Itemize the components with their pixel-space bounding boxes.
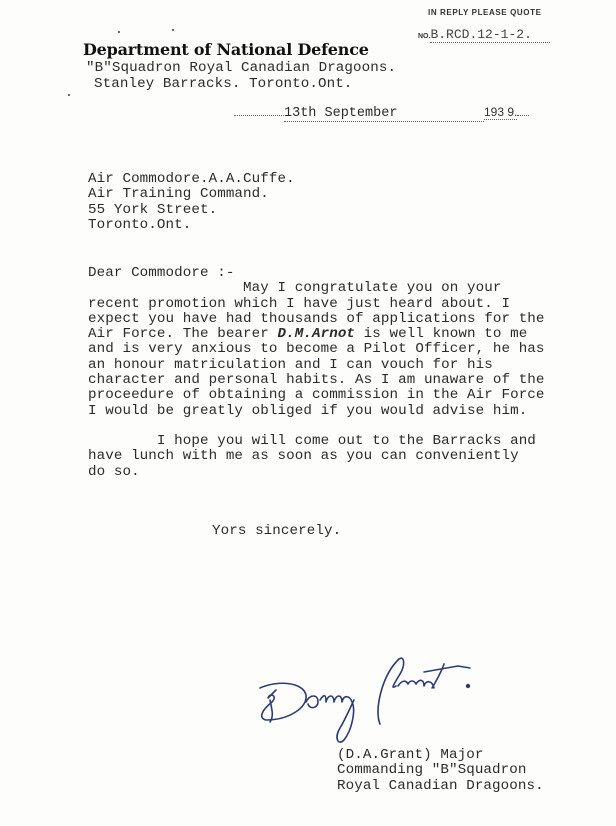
recipient-org: Air Training Command. [88,186,269,203]
bearer-name: D.M.Arnot [277,326,356,343]
closing: Yors sincerely. [212,523,342,539]
body-line [88,327,545,342]
body-line: character and personal habits. As I am unaware of the [88,372,545,389]
recipient-street: 55 York Street. [88,201,218,218]
reply-label: IN REPLY PLEASE QUOTE [428,8,542,17]
body-line: have lunch with me as soon as you can conveniently [88,448,519,465]
body-line: and is very anxious to become a Pilot Officer, he has [88,341,545,358]
letter-body [88,266,545,480]
signatory-name: (D.A.Grant) Major [337,747,484,763]
reference-prefix: NO. [418,33,431,40]
body-line: I hope you will come out to the Barracks and [88,432,536,449]
address-line: Stanley Barracks. Toronto.Ont. [94,76,353,92]
salutation: Dear Commodore :- [88,265,235,281]
signatory-title: Commanding "B"Squadron [337,762,527,779]
date-trailer [517,115,529,116]
ink-speck [118,31,120,33]
date-year: 193 9. [484,105,518,119]
department-heading: Department of National Defence [83,40,369,59]
body-line: an honour matriculation and I can vouch for his [88,356,493,373]
reference-value: B.RCD.12-1-2. [430,27,550,43]
body-line-suffix: is well known to me [355,326,528,343]
body-line: I would be greatly obliged if you would advise him. [88,402,528,419]
body-line: expect you have had thousands of applications for the [88,310,545,327]
unit-line: "B"Squadron Royal Canadian Dragoons. [86,60,397,76]
recipient-city: Toronto.Ont. [88,216,192,233]
body-line: May I congratulate you on your [88,280,502,297]
body-line: recent promotion which I have just heard about. I [88,295,511,312]
body-line-prefix: Air Force. The bearer [88,326,278,343]
body-line: proceedure of obtaining a commission in the Air Force [88,387,545,404]
ink-speck [68,94,70,96]
signature-icon [248,650,488,750]
reference-number [418,25,550,43]
signatory-unit: Royal Canadian Dragoons. [337,777,544,794]
recipient-name: Air Commodore.A.A.Cuffe. [88,171,295,187]
date-leader [234,115,284,116]
recipient-address [88,172,295,233]
date-line [234,103,529,122]
handwritten-signature [248,650,488,750]
ink-speck [172,29,174,31]
body-line: do so. [88,463,140,480]
signature-block [337,748,544,794]
date-day-month: 13th September [284,106,484,122]
